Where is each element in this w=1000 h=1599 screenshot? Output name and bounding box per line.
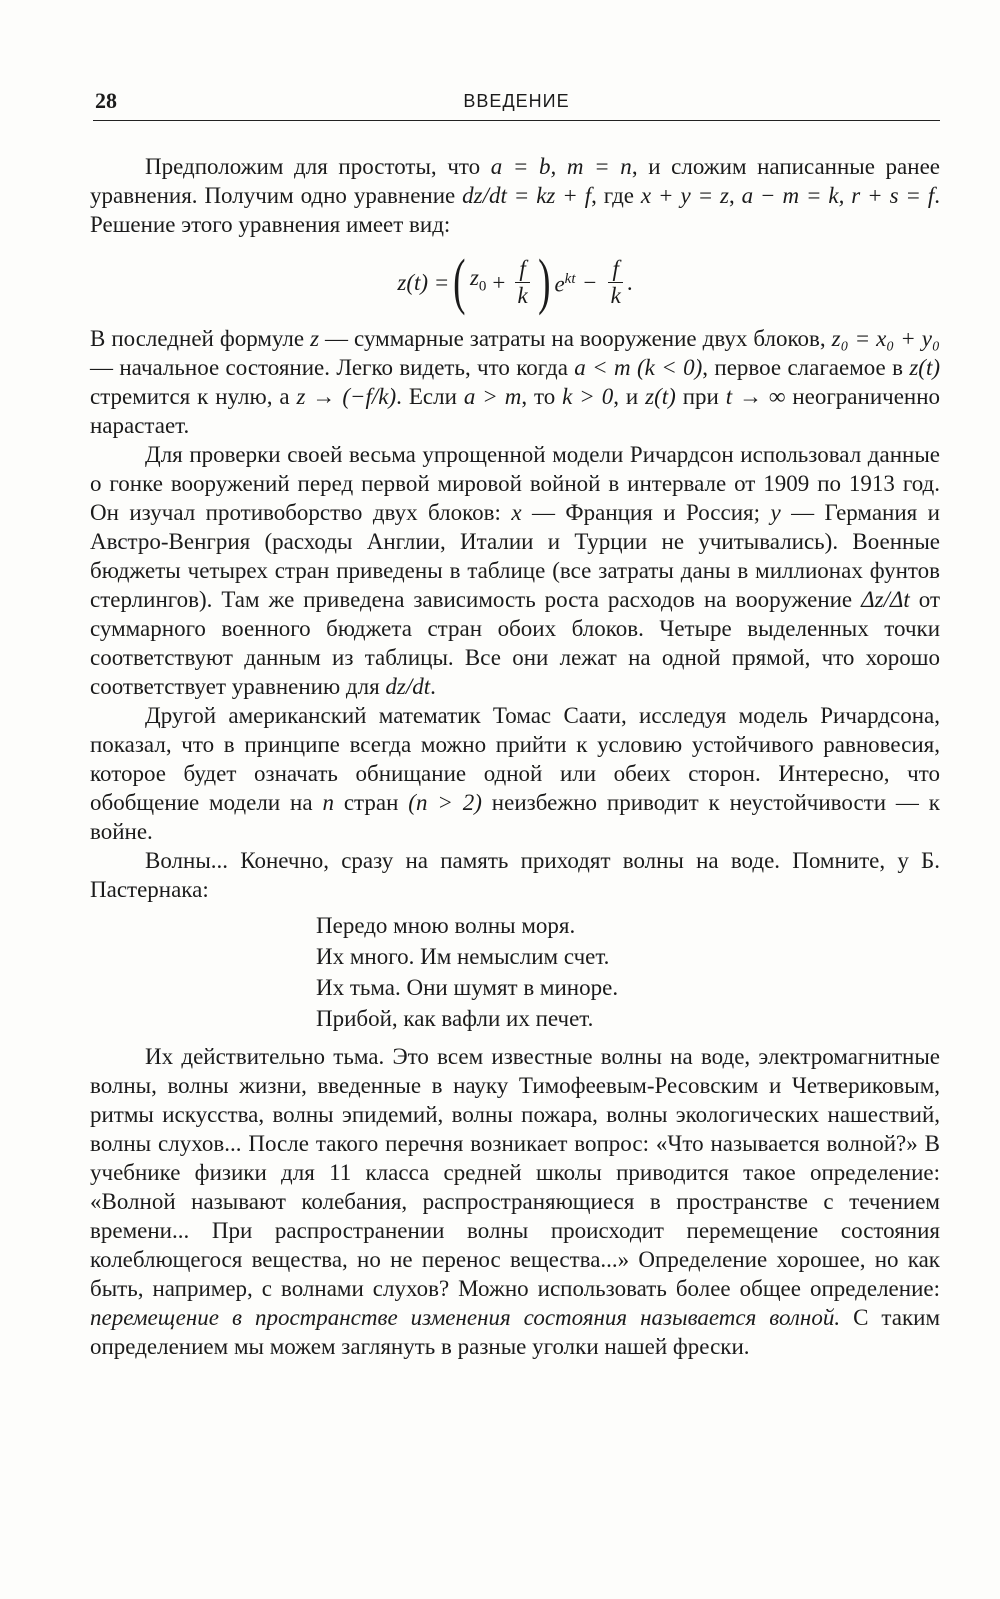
fraction: $\frac{f}{k}$ [608, 256, 622, 309]
math-inline: a − m = k, r + s = f [741, 183, 935, 208]
minus-sign: − [583, 269, 597, 295]
text: , и сложим написанные ранее уравнения. Получим одно уравнение [90, 154, 940, 208]
left-paren: ( [453, 248, 466, 316]
paragraph: Их действительно тьма. Это всем известные волны на воде, электромагнитные волны, волны жизни, введенные в науку Тимофеевым-Ресовским и Четвериковым, ритмы искусства, волны эпидемий, волны пожара, волны экологических нашествий, волны слухов... После такого перечня возникает вопрос: «Что называется волной?» В учебнике физики для 11 класса средней школы приводится такое определение: «Волной называют колебания, распространяющиеся в пространстве с течением времени... При распространении волны происходит перемещение состояния колеблющегося вещества, но не перенос вещества...» Определение хорошее, но как быть, например, с волнами слухов? Можно использовать более общее определение: перемещение в пространстве изменения состояния называется волной. С таким определением мы можем заглянуть в разные уголки нашей фрески. [90, 1044, 941, 1359]
text: . Решение этого уравнения имеет вид: [90, 183, 941, 237]
definition-italic: перемещение в пространстве изменения состояния называется волной. [90, 1305, 841, 1330]
page-number: 28 [95, 88, 117, 113]
poem-line: Передо мною волны моря. [316, 913, 576, 938]
fraction: $\frac{f}{k}$ [515, 256, 529, 309]
poem-line: Их много. Им немыслим счет. [316, 944, 610, 969]
formula-lhs: z(t) = [397, 269, 450, 295]
formula-z0: $z_0$ [469, 264, 487, 295]
paragraph: Для проверки своей весьма упрощенной модели Ричардсон использовал данные о гонке вооружений перед первой мировой войной в интервале от 1909 по 1913 год. Он изучал противоборство двух блоков: x — Франция и Россия; y — Германия и Австро-Венгрия (расходы Англии, Италии и Турции не учитывались). Военные бюджеты четырех стран приведены в таблице (все затраты даны в миллионах фунтов стерлингов). Там же приведена зависимость роста расходов на вооружение Δz/Δt от суммарного военного бюджета стран обоих блоков. Четыре выделенных точки соответствуют данным из таблицы. Все они лежат на одной прямой, что хорошо соответствует уравнению для dz/dt. [90, 442, 940, 699]
poem-line: Прибой, как вафли их печет. [316, 1006, 594, 1031]
text: , где [591, 183, 641, 208]
paragraph: Волны... Конечно, сразу на память приходят волны на воде. Помните, у Б. Пастернака: [90, 848, 940, 902]
formula-period: . [626, 269, 633, 295]
paragraph: Другой американский математик Томас Саати, исследуя модель Ричардсона, показал, что в принципе всегда можно прийти к условию устойчивого равновесия, которое будет означать обнищание одной или обеих сторон. Интересно, что обобщение модели на n стран (n > 2) неизбежно приводит к неустойчивости — к войне. [90, 703, 940, 844]
display-formula [90, 241, 940, 323]
poem-quote [316, 910, 940, 1034]
math-inline: a = b, m = n [490, 154, 632, 179]
plus-sign: + [492, 269, 506, 295]
text: , [728, 183, 742, 208]
right-paren: ) [537, 248, 551, 316]
text: Предположим для простоты, что [145, 154, 491, 179]
page-header [93, 88, 940, 121]
exponential: $e^{kt}$ [554, 271, 576, 297]
math-inline: dz/dt = kz + f [462, 183, 592, 208]
running-head: ВВЕДЕНИЕ [463, 91, 570, 111]
paragraph: В последней формуле z — суммарные затраты на вооружение двух блоков, z₀ = x₀ + y₀ — начальное состояние. Легко видеть, что когда a < m (k < 0), первое слагаемое в z(t) стремится к нулю, а z → (−f/k). Если a > m, то k > 0, и z(t) при t → ∞ неограниченно нарастает. [90, 326, 941, 438]
poem-line: Их тьма. Они шумят в миноре. [316, 975, 619, 1000]
page-body [90, 152, 940, 1361]
paragraph [90, 152, 940, 239]
math-inline: x + y = z [640, 183, 729, 208]
